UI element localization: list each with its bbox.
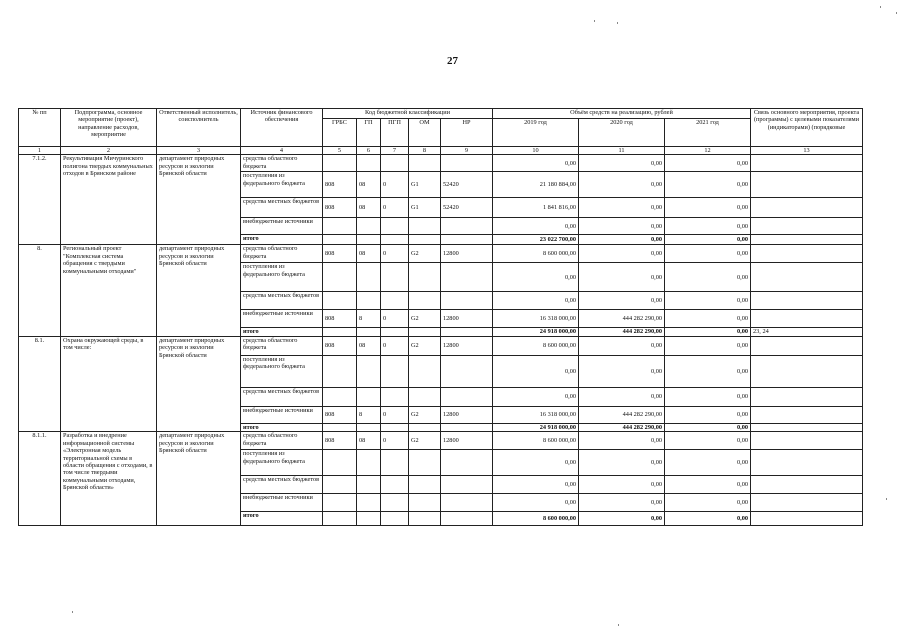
code-grbs (323, 263, 357, 292)
amount-2021: 0,00 (665, 172, 751, 198)
amount-2021: 0,00 (665, 336, 751, 355)
amount-2020: 0,00 (579, 263, 665, 292)
table-row (19, 336, 863, 355)
code-grbs: 808 (323, 245, 357, 263)
code-pgp (381, 292, 409, 310)
amount-2020: 0,00 (579, 494, 665, 512)
header-grbs: ГРБС (323, 119, 357, 147)
total-2020: 444 282 290,00 (579, 423, 665, 431)
code-pgp (381, 263, 409, 292)
code-empty (381, 235, 409, 245)
amount-2019: 0,00 (493, 263, 579, 292)
amount-2019: 8 600 000,00 (493, 336, 579, 355)
budget-table (18, 108, 863, 526)
code-gp (357, 218, 381, 235)
code-om: G2 (409, 245, 441, 263)
header-pgp: ПГП (381, 119, 409, 147)
code-om: G1 (409, 172, 441, 198)
funding-source: поступления из федерального бюджета (241, 450, 323, 476)
amount-2019: 16 318 000,00 (493, 406, 579, 423)
code-grbs: 808 (323, 406, 357, 423)
funding-source: внебюджетные источники (241, 406, 323, 423)
column-number: 2 (61, 147, 157, 155)
amount-2020: 0,00 (579, 245, 665, 263)
amount-2020: 444 282 290,00 (579, 406, 665, 423)
indicator-link (751, 336, 863, 355)
indicator-link (751, 198, 863, 218)
program-name: Охрана окружающей среды, в том числе: (61, 336, 157, 431)
code-nr (441, 450, 493, 476)
funding-source-total: итого (241, 235, 323, 245)
amount-2021: 0,00 (665, 450, 751, 476)
funding-source: средства областного бюджета (241, 432, 323, 450)
code-nr: 12800 (441, 432, 493, 450)
code-pgp: 0 (381, 336, 409, 355)
code-om (409, 476, 441, 494)
header-om: ОМ (409, 119, 441, 147)
row-number: 8. (19, 245, 61, 336)
code-gp (357, 155, 381, 172)
code-pgp: 0 (381, 432, 409, 450)
code-gp (357, 292, 381, 310)
code-om (409, 263, 441, 292)
indicator-link (751, 432, 863, 450)
code-nr (441, 494, 493, 512)
code-grbs: 808 (323, 432, 357, 450)
amount-2020: 444 282 290,00 (579, 310, 665, 328)
code-empty (409, 512, 441, 526)
code-grbs (323, 355, 357, 387)
code-pgp: 0 (381, 406, 409, 423)
code-om: G2 (409, 432, 441, 450)
indicator-link (751, 263, 863, 292)
code-nr: 52420 (441, 198, 493, 218)
indicator-link (751, 310, 863, 328)
funding-source: поступления из федерального бюджета (241, 263, 323, 292)
code-om: G1 (409, 198, 441, 218)
code-gp (357, 476, 381, 494)
code-gp (357, 263, 381, 292)
row-number: 8.1. (19, 336, 61, 431)
header-no: № пп (19, 109, 61, 147)
header-link: Связь основного мероприятия, проекта (программы) с целевыми показателями (индикаторами) (порядковые (751, 109, 863, 147)
funding-source: внебюджетные источники (241, 494, 323, 512)
column-number: 12 (665, 147, 751, 155)
total-2020: 0,00 (579, 235, 665, 245)
indicator-link (751, 423, 863, 431)
code-nr (441, 387, 493, 406)
scan-speck (72, 611, 73, 613)
table-row (19, 155, 863, 172)
header-source: Источник финансового обеспечения (241, 109, 323, 147)
code-grbs (323, 494, 357, 512)
code-grbs (323, 387, 357, 406)
code-pgp (381, 155, 409, 172)
total-2021: 0,00 (665, 423, 751, 431)
amount-2020: 0,00 (579, 387, 665, 406)
funding-source-total: итого (241, 423, 323, 431)
amount-2020: 0,00 (579, 336, 665, 355)
amount-2021: 0,00 (665, 355, 751, 387)
indicator-link (751, 494, 863, 512)
code-om (409, 155, 441, 172)
code-empty (381, 423, 409, 431)
code-gp: 08 (357, 198, 381, 218)
code-grbs: 808 (323, 336, 357, 355)
code-pgp (381, 476, 409, 494)
total-2019: 24 918 000,00 (493, 328, 579, 336)
amount-2021: 0,00 (665, 292, 751, 310)
column-number: 5 (323, 147, 357, 155)
funding-source: внебюджетные источники (241, 218, 323, 235)
code-grbs (323, 476, 357, 494)
amount-2019: 21 180 884,00 (493, 172, 579, 198)
indicator-link (751, 476, 863, 494)
funding-source: средства местных бюджетов (241, 387, 323, 406)
amount-2020: 0,00 (579, 292, 665, 310)
amount-2021: 0,00 (665, 310, 751, 328)
code-gp: 08 (357, 432, 381, 450)
column-number: 4 (241, 147, 323, 155)
funding-source-total: итого (241, 512, 323, 526)
column-number: 1 (19, 147, 61, 155)
total-2019: 23 022 700,00 (493, 235, 579, 245)
column-number: 7 (381, 147, 409, 155)
indicator-link (751, 245, 863, 263)
code-grbs (323, 155, 357, 172)
header-nr: НР (441, 119, 493, 147)
code-nr: 12800 (441, 336, 493, 355)
total-2020: 444 282 290,00 (579, 328, 665, 336)
code-pgp (381, 494, 409, 512)
code-gp: 08 (357, 336, 381, 355)
amount-2019: 0,00 (493, 292, 579, 310)
scan-speck (896, 12, 897, 14)
amount-2019: 0,00 (493, 387, 579, 406)
code-pgp: 0 (381, 310, 409, 328)
code-empty (409, 328, 441, 336)
code-empty (441, 423, 493, 431)
code-gp: 08 (357, 245, 381, 263)
column-number: 10 (493, 147, 579, 155)
scan-speck (880, 6, 881, 8)
amount-2021: 0,00 (665, 155, 751, 172)
funding-source: средства областного бюджета (241, 155, 323, 172)
amount-2019: 0,00 (493, 155, 579, 172)
amount-2019: 0,00 (493, 476, 579, 494)
code-empty (409, 423, 441, 431)
funding-source: средства областного бюджета (241, 336, 323, 355)
row-number: 8.1.1. (19, 432, 61, 526)
code-empty (357, 423, 381, 431)
amount-2020: 0,00 (579, 198, 665, 218)
header-executor: Ответственный исполнитель, соисполнитель (157, 109, 241, 147)
code-gp: 08 (357, 172, 381, 198)
amount-2021: 0,00 (665, 406, 751, 423)
program-name: Региональный проект "Комплексная система обращения с твердыми коммунальными отходами" (61, 245, 157, 336)
funding-source: средства областного бюджета (241, 245, 323, 263)
table-row (19, 432, 863, 450)
code-pgp: 0 (381, 245, 409, 263)
indicator-link (751, 450, 863, 476)
code-pgp: 0 (381, 172, 409, 198)
indicator-link (751, 355, 863, 387)
amount-2020: 0,00 (579, 450, 665, 476)
code-gp: 8 (357, 310, 381, 328)
code-pgp (381, 450, 409, 476)
scan-speck (618, 624, 619, 626)
column-number: 3 (157, 147, 241, 155)
amount-2021: 0,00 (665, 198, 751, 218)
funding-source: средства местных бюджетов (241, 292, 323, 310)
indicator-link (751, 387, 863, 406)
code-empty (357, 512, 381, 526)
code-nr: 52420 (441, 172, 493, 198)
code-grbs (323, 450, 357, 476)
header-program: Подпрограмма, основное мероприятие (проект), направление расходов, мероприятие (61, 109, 157, 147)
code-grbs: 808 (323, 172, 357, 198)
table-row (19, 245, 863, 263)
executor: департамент природных ресурсов и экологии Брянской области (157, 336, 241, 431)
funding-source: средства местных бюджетов (241, 198, 323, 218)
amount-2019: 0,00 (493, 355, 579, 387)
code-grbs (323, 292, 357, 310)
column-number: 8 (409, 147, 441, 155)
code-pgp: 0 (381, 198, 409, 218)
code-om (409, 292, 441, 310)
amount-2021: 0,00 (665, 494, 751, 512)
scan-speck (886, 498, 887, 500)
amount-2021: 0,00 (665, 245, 751, 263)
total-2019: 24 918 000,00 (493, 423, 579, 431)
total-2021: 0,00 (665, 512, 751, 526)
column-number: 11 (579, 147, 665, 155)
code-gp (357, 355, 381, 387)
code-grbs: 808 (323, 310, 357, 328)
code-gp: 8 (357, 406, 381, 423)
indicator-link: 23, 24 (751, 328, 863, 336)
code-om: G2 (409, 406, 441, 423)
total-2021: 0,00 (665, 235, 751, 245)
code-nr (441, 355, 493, 387)
code-om: G2 (409, 336, 441, 355)
code-pgp (381, 387, 409, 406)
program-name: Разработка и внедрение информационной системы «Электронная модель территориальной схемы в области обращения с отходами, в том числе твердыми коммунальными отходами, Брянской области» (61, 432, 157, 526)
code-empty (441, 235, 493, 245)
funding-source: внебюджетные источники (241, 310, 323, 328)
indicator-link (751, 172, 863, 198)
code-nr: 12800 (441, 406, 493, 423)
amount-2021: 0,00 (665, 476, 751, 494)
code-empty (381, 328, 409, 336)
funding-source: поступления из федерального бюджета (241, 355, 323, 387)
code-nr (441, 263, 493, 292)
amount-2019: 8 600 000,00 (493, 432, 579, 450)
funding-source: поступления из федерального бюджета (241, 172, 323, 198)
amount-2019: 0,00 (493, 450, 579, 476)
code-om (409, 450, 441, 476)
scan-speck (594, 20, 595, 22)
code-gp (357, 450, 381, 476)
code-empty (357, 328, 381, 336)
code-nr: 12800 (441, 245, 493, 263)
code-empty (323, 423, 357, 431)
page-number: 27 (447, 55, 458, 67)
code-empty (323, 235, 357, 245)
amount-2020: 0,00 (579, 476, 665, 494)
indicator-link (751, 218, 863, 235)
funding-source-total: итого (241, 328, 323, 336)
code-om: G2 (409, 310, 441, 328)
code-grbs (323, 218, 357, 235)
amount-2019: 1 841 816,00 (493, 198, 579, 218)
amount-2019: 8 600 000,00 (493, 245, 579, 263)
header-year-2021: 2021 год (665, 119, 751, 147)
code-nr (441, 155, 493, 172)
amount-2019: 0,00 (493, 494, 579, 512)
code-empty (441, 328, 493, 336)
row-number: 7.1.2. (19, 155, 61, 245)
code-nr (441, 476, 493, 494)
indicator-link (751, 235, 863, 245)
total-2019: 8 600 000,00 (493, 512, 579, 526)
total-2020: 0,00 (579, 512, 665, 526)
code-nr (441, 218, 493, 235)
code-empty (381, 512, 409, 526)
code-empty (323, 328, 357, 336)
indicator-link (751, 155, 863, 172)
code-empty (323, 512, 357, 526)
amount-2020: 0,00 (579, 432, 665, 450)
code-nr (441, 292, 493, 310)
executor: департамент природных ресурсов и экологии Брянской области (157, 245, 241, 336)
code-pgp (381, 355, 409, 387)
code-pgp (381, 218, 409, 235)
code-gp (357, 387, 381, 406)
indicator-link (751, 406, 863, 423)
indicator-link (751, 292, 863, 310)
amount-2020: 0,00 (579, 172, 665, 198)
amount-2019: 16 318 000,00 (493, 310, 579, 328)
header-gp: ГП (357, 119, 381, 147)
header-kbk: Код бюджетной классификации (323, 109, 493, 119)
funding-source: средства местных бюджетов (241, 476, 323, 494)
column-number: 6 (357, 147, 381, 155)
code-empty (441, 512, 493, 526)
amount-2020: 0,00 (579, 155, 665, 172)
amount-2019: 0,00 (493, 218, 579, 235)
code-om (409, 387, 441, 406)
amount-2020: 0,00 (579, 218, 665, 235)
amount-2021: 0,00 (665, 218, 751, 235)
header-year-2020: 2020 год (579, 119, 665, 147)
code-grbs: 808 (323, 198, 357, 218)
amount-2021: 0,00 (665, 263, 751, 292)
code-nr: 12800 (441, 310, 493, 328)
code-om (409, 355, 441, 387)
executor: департамент природных ресурсов и экологии Брянской области (157, 432, 241, 526)
code-empty (409, 235, 441, 245)
amount-2021: 0,00 (665, 432, 751, 450)
amount-2020: 0,00 (579, 355, 665, 387)
header-volume: Объём средств на реализацию, рублей (493, 109, 751, 119)
code-om (409, 494, 441, 512)
header-year-2019: 2019 год (493, 119, 579, 147)
scan-speck (617, 22, 618, 24)
column-numbers-row (19, 147, 863, 155)
column-number: 13 (751, 147, 863, 155)
code-gp (357, 494, 381, 512)
code-om (409, 218, 441, 235)
code-empty (357, 235, 381, 245)
executor: департамент природных ресурсов и экологии Брянской области (157, 155, 241, 245)
total-2021: 0,00 (665, 328, 751, 336)
amount-2021: 0,00 (665, 387, 751, 406)
program-name: Рекультивация Мичуринского полигона твердых коммунальных отходов в Брянском районе (61, 155, 157, 245)
column-number: 9 (441, 147, 493, 155)
indicator-link (751, 512, 863, 526)
